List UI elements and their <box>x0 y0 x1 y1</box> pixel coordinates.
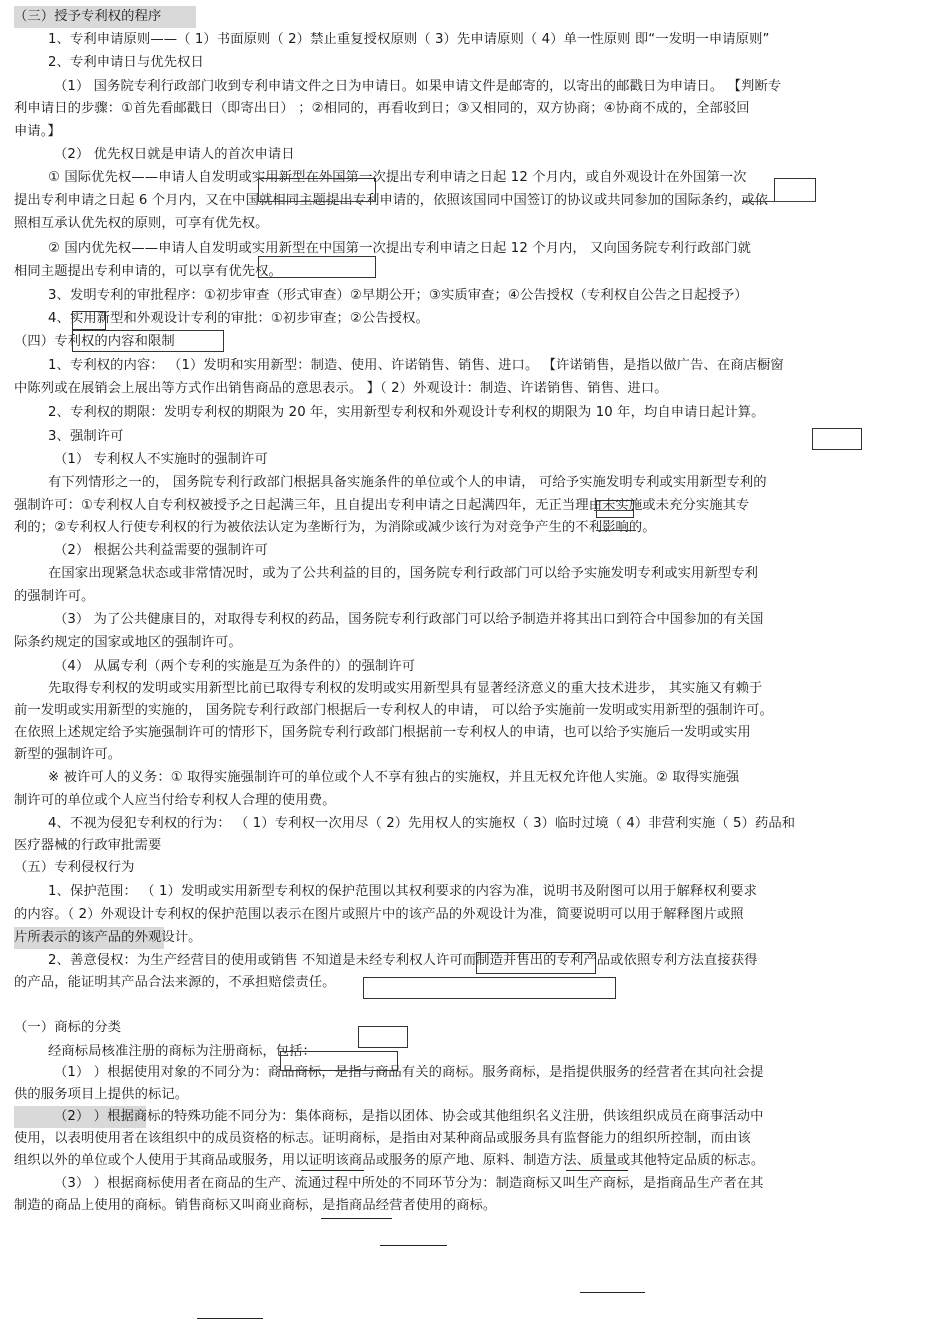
text-line: 有下列情形之一的， 国务院专利行政部门根据具备实施条件的单位或个人的申请， 可给予实施发明专利或实用新型专利的 <box>48 475 767 490</box>
text-line: （2） 优先权日就是申请人的首次申请日 <box>54 147 295 162</box>
horizontal-rule <box>380 1245 447 1246</box>
annotation-box <box>812 428 862 450</box>
annotation-box <box>72 330 224 352</box>
section-heading-patent-grant-procedure: （三）授予专利权的程序 <box>14 6 196 28</box>
text-line: 3、发明专利的审批程序：①初步审查（形式审查）②早期公开；③实质审查；④公告授权（专利权自公告之日起授予） <box>48 288 748 303</box>
strike-mark <box>742 201 816 202</box>
text-line: 先取得专利权的发明或实用新型比前已取得专利权的发明或实用新型具有显著经济意义的重大技术进步， 其实施又有赖于 <box>48 681 763 696</box>
underline-mark <box>321 1218 392 1219</box>
text-line: 利申请日的步骤：①首先看邮戳日（即寄出日） ；②相同的，再看收到日；③又相同的，双方协商；④协商不成的，全部驳回 <box>14 101 750 116</box>
horizontal-rule <box>197 1318 263 1319</box>
text-line: 医疗器械的行政审批需要 <box>14 838 162 853</box>
annotation-box <box>258 256 376 278</box>
annotation-box <box>596 500 634 518</box>
text-line: 2、专利申请日与优先权日 <box>48 55 204 70</box>
strike-mark <box>596 530 636 531</box>
annotation-box <box>358 1026 408 1048</box>
text-line: （3） ）根据商标使用者在商品的生产、流通过程中所处的不同环节分为：制造商标又叫生产商标，是指商品生产者在其 <box>54 1176 764 1191</box>
annotation-box <box>258 178 376 202</box>
horizontal-rule <box>580 1292 645 1293</box>
text-line: 供的服务项目上提供的标记。 <box>14 1087 189 1102</box>
text-line: 的内容。（ 2）外观设计专利权的保护范围以表示在图片或照片中的该产品的外观设计为准，简要说明可以用于解释图片或照 <box>14 907 744 922</box>
text-line: （2） 根据公共利益需要的强制许可 <box>54 543 268 558</box>
annotation-box <box>72 311 106 330</box>
text-line: 利的；②专利权人行使专利权的行为被依法认定为垄断行为，为消除或减少该行为对竞争产生的不利影响的。 <box>14 520 656 535</box>
strike-mark <box>258 201 376 202</box>
text-line: 际条约规定的国家或地区的强制许可。 <box>14 635 242 650</box>
annotation-box <box>280 1051 398 1071</box>
text-line: 申请。】 <box>14 124 61 139</box>
text-line: 使用，以表明使用者在该组织中的成员资格的标志。证明商标，是指由对某种商品或服务具有监督能力的组织所控制，而由该 <box>14 1131 751 1146</box>
section-heading-trademark-classification: （一）商标的分类 <box>14 1020 122 1035</box>
text-line: （4） 从属专利（两个专利的实施是互为条件的）的强制许可 <box>54 659 416 674</box>
text-line: 新型的强制许可。 <box>14 747 122 762</box>
section-heading-patent-content: （四）专利权的内容和限制 <box>14 334 175 349</box>
text-line: （1） 国务院专利行政部门收到专利申请文件之日为申请日。如果申请文件是邮寄的，以寄出的邮戳日为申请日。 【判断专 <box>54 79 782 94</box>
text-line: 片所表示的该产品的外观设计。 <box>14 927 164 949</box>
text-line: 制许可的单位或个人应当付给专利权人合理的使用费。 <box>14 793 336 808</box>
text-line: 4、不视为侵犯专利权的行为： （ 1）专利权一次用尽（ 2）先用权人的实施权（ 3）临时过境（ 4）非营利实施（ 5）药品和 <box>48 816 796 831</box>
text-line: 制造的商品上使用的商标。销售商标又叫商业商标，是指商品经营者使用的商标。 <box>14 1198 497 1213</box>
text-line: 相同主题提出专利申请的，可以享有优先权。 <box>14 264 282 279</box>
text-line: 1、保护范围： （ 1）发明或实用新型专利权的保护范围以其权利要求的内容为准，说明书及附图可以用于解释权利要求 <box>48 884 758 899</box>
text-line: 3、强制许可 <box>48 429 124 444</box>
text-line: 提出专利申请之日起 6 个月内，又在中国就相同主题提出专利申请的，依照该国同中国签订的协议或共同参加的国际条约，或依 <box>14 193 769 208</box>
text-line: 4、实用新型和外观设计专利的审批：①初步审查；②公告授权。 <box>48 311 429 326</box>
text-line: ① 国际优先权——申请人自发明或实用新型在外国第一次提出专利申请之日起 12 个月内，或自外观设计在外国第一次 <box>48 170 747 185</box>
text-line: 2、专利权的期限：发明专利权的期限为 20 年，实用新型专利权和外观设计专利权的期限为 10 年，均自申请日起计算。 <box>48 405 765 420</box>
text-line: （1） 专利权人不实施时的强制许可 <box>54 452 268 467</box>
underline-mark <box>566 1170 628 1171</box>
text-line: 中陈列或在展销会上展出等方式作出销售商品的意思表示。 】（ 2）外观设计：制造、许诺销售、销售、进口。 <box>14 381 668 396</box>
text-line: 1、专利申请原则——（ 1）书面原则（ 2）禁止重复授权原则（ 3）先申请原则（ 4）单一性原则 即“一发明一申请原则” <box>48 32 770 47</box>
annotation-box <box>476 952 596 974</box>
text-line: （1） ）根据使用对象的不同分为：商品商标，是指与商品有关的商标。服务商标，是指提供服务的经营者在其向社会提 <box>54 1065 764 1080</box>
text-line: 照相互承认优先权的原则，可享有优先权。 <box>14 216 269 231</box>
text-line: ※ 被许可人的义务：① 取得实施强制许可的单位或个人不享有独占的实施权，并且无权允许他人实施。② 取得实施强 <box>48 770 740 785</box>
text-line: （3） 为了公共健康目的，对取得专利权的药品，国务院专利行政部门可以给予制造并将其出口到符合中国参加的有关国 <box>54 612 764 627</box>
text-line: 在依照上述规定给予实施强制许可的情形下，国务院专利行政部门根据前一专利权人的申请，也可以给予实施后一发明或实用 <box>14 725 751 740</box>
text-line: ② 国内优先权——申请人自发明或实用新型在中国第一次提出专利申请之日起 12 个月内， 又向国务院专利行政部门就 <box>48 241 751 256</box>
text-line: 组织以外的单位或个人使用于其商品或服务，用以证明该商品或服务的原产地、原料、制造方法、质量或其他特定品质的标志。 <box>14 1153 765 1168</box>
text-line: 的产品，能证明其产品合法来源的，不承担赔偿责任。 <box>14 975 336 990</box>
text-line: 1、专利权的内容： （1）发明和实用新型：制造、使用、许诺销售、销售、进口。 【许诺销售，是指以做广告、在商店橱窗 <box>48 358 784 373</box>
text-line: 强制许可：①专利权人自专利权被授予之日起满三年，且自提出专利申请之日起满四年，无正当理由未实施或未充分实施其专 <box>14 498 750 513</box>
section-heading-patent-infringement: （五）专利侵权行为 <box>14 860 135 875</box>
text-line: 的强制许可。 <box>14 589 95 604</box>
annotation-box <box>774 178 816 202</box>
text-line: 前一发明或实用新型的实施的， 国务院专利行政部门根据后一专利权人的申请， 可以给予实施前一发明或实用新型的强制许可。 <box>14 703 773 718</box>
strike-mark <box>594 510 634 511</box>
annotation-box <box>363 977 616 999</box>
text-line: 2、善意侵权：为生产经营目的使用或销售 不知道是未经专利权人许可而制造并售出的专利产品或依照专利方法直接获得 <box>48 953 758 968</box>
underline-mark <box>301 1170 364 1171</box>
text-line: （2） ）根据商标的特殊功能不同分为：集体商标，是指以团体、协会或其他组织名义注册，供该组织成员在商事活动中 <box>14 1106 932 1128</box>
text-line: 在国家出现紧急状态或非常情况时，或为了公共利益的目的，国务院专利行政部门可以给予实施发明专利或实用新型专利 <box>48 566 759 581</box>
text-line: 经商标局核准注册的商标为注册商标，包括： <box>48 1044 316 1059</box>
